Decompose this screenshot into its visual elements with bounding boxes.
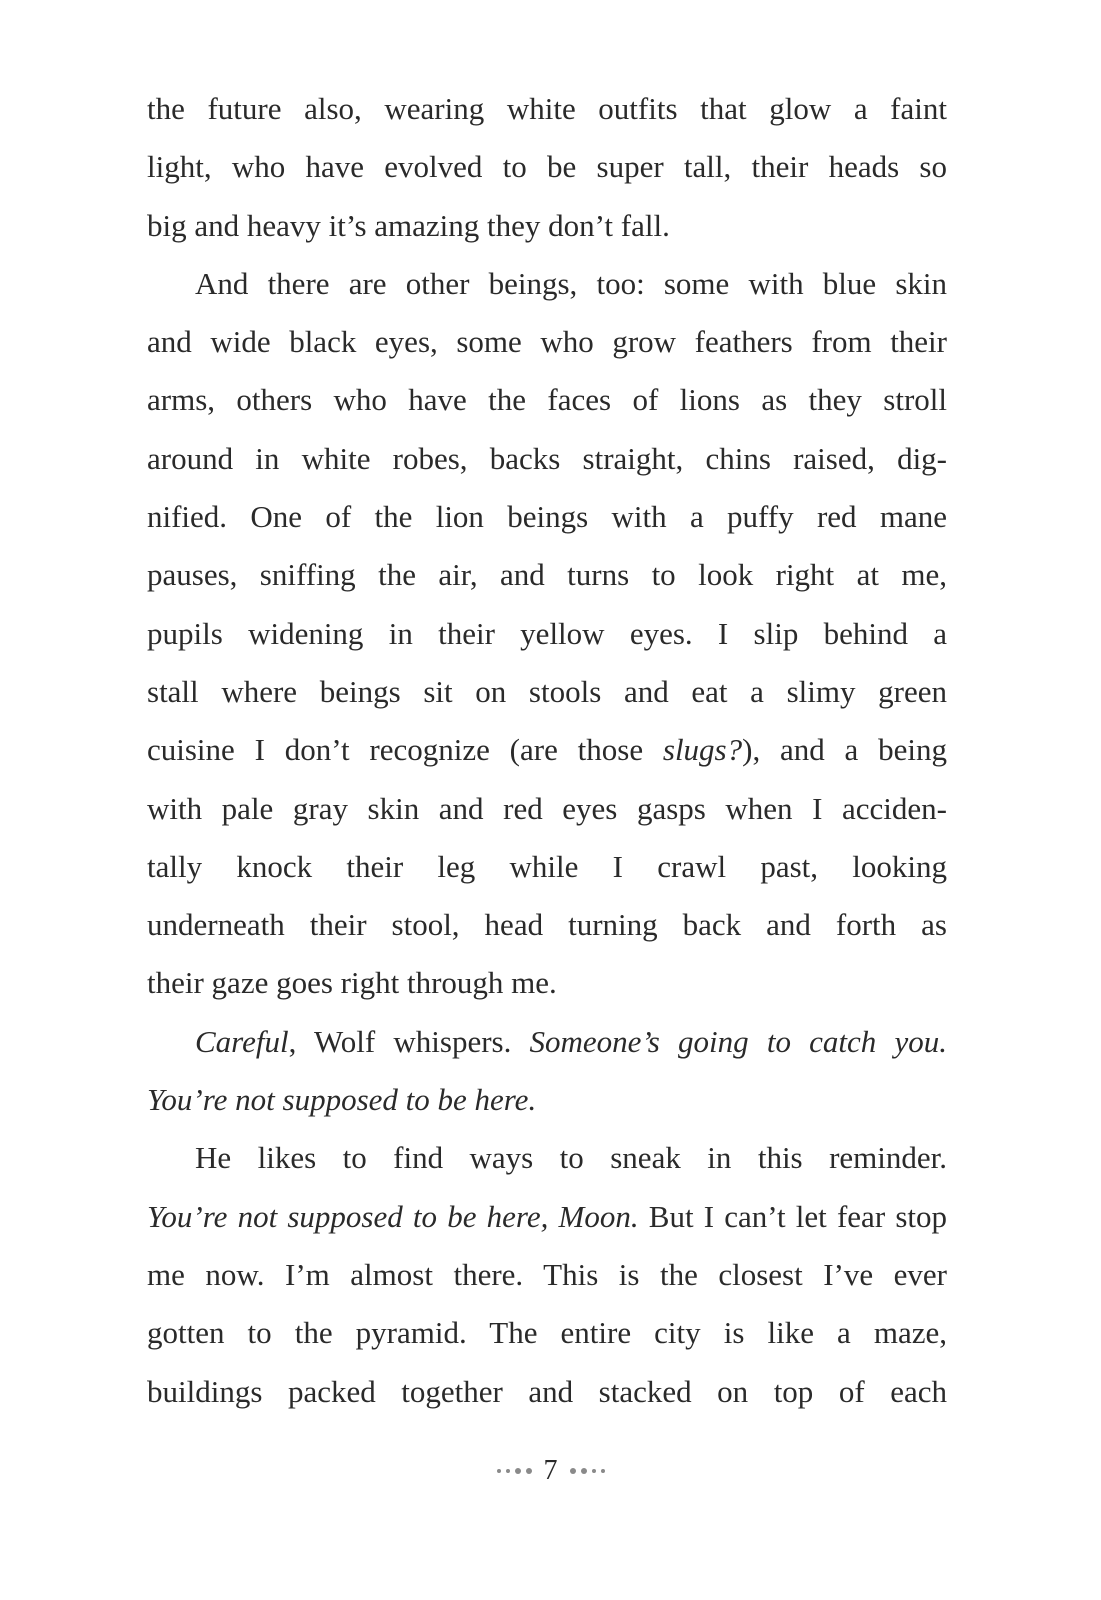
text-line: And there are other beings, too: some with blue skin	[195, 265, 947, 301]
text-line-mixed	[147, 1013, 947, 1071]
right-dots-ornament	[570, 1468, 605, 1474]
text-line: buildings packed together and stacked on top of each	[147, 1373, 947, 1409]
text-line: pupils widening in their yellow eyes. I slip behind a	[147, 615, 947, 651]
italic-line: You’re not supposed to be here.	[147, 1082, 537, 1118]
text-line: pauses, sniffing the air, and turns to look right at me,	[147, 557, 947, 593]
page-footer	[0, 1455, 1101, 1487]
text-line: underneath their stool, head turning back and forth as	[147, 907, 947, 943]
text-line: light, who have evolved to be super tall, their heads so	[147, 149, 947, 185]
italic-text: Someone’s going to catch you.	[529, 1023, 947, 1059]
italic-text: Careful	[195, 1023, 289, 1059]
text-line: He likes to find ways to sneak in this reminder.	[195, 1140, 947, 1176]
text-segment: , Wolf whispers.	[288, 1023, 530, 1059]
text-line-mixed	[147, 1188, 947, 1246]
text-line: around in white robes, backs straight, chins raised, dig-	[147, 440, 947, 476]
left-dots-ornament	[497, 1468, 532, 1474]
text-line: me now. I’m almost there. This is the closest I’ve ever	[147, 1256, 947, 1292]
page-number: 7	[543, 1455, 558, 1486]
text-line: and wide black eyes, some who grow feathers from their	[147, 324, 947, 360]
italic-text: You’re not supposed to be here, Moon.	[147, 1198, 639, 1234]
body-text	[147, 80, 947, 1421]
text-line: big and heavy it’s amazing they don’t fall.	[147, 207, 670, 243]
text-line: stall where beings sit on stools and eat a slimy green	[147, 673, 947, 709]
text-line: gotten to the pyramid. The entire city is like a maze,	[147, 1315, 947, 1351]
text-line: arms, others who have the faces of lions as they stroll	[147, 382, 947, 418]
text-segment: ), and a being	[742, 732, 947, 768]
text-line: with pale gray skin and red eyes gasps when I acciden-	[147, 790, 947, 826]
text-line: tally knock their leg while I crawl past, looking	[147, 848, 947, 884]
text-segment: cuisine I don’t recognize (are those	[147, 732, 663, 768]
text-segment: But I can’t let fear stop	[638, 1198, 947, 1234]
text-line: nified. One of the lion beings with a puffy red mane	[147, 499, 947, 535]
text-line: the future also, wearing white outfits that glow a faint	[147, 91, 947, 126]
text-line: their gaze goes right through me.	[147, 965, 557, 1001]
italic-text: slugs?	[662, 732, 743, 768]
text-line-mixed	[147, 721, 947, 779]
